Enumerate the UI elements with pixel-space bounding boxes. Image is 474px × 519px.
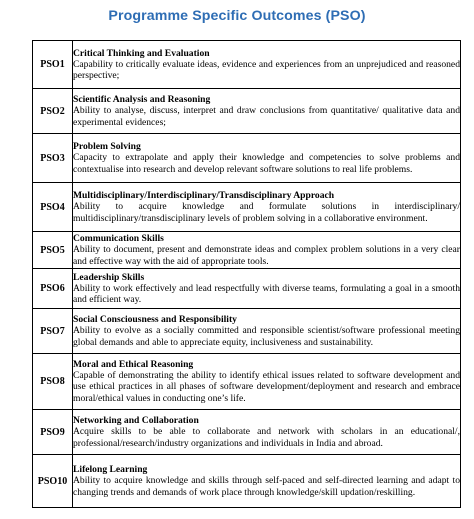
pso-text: Ability to acquire knowledge and formulate solutions in interdisciplinary/ multidisciplinary/transdisciplinary levels of problem solving in a collaborative environment. (73, 201, 460, 224)
pso-text: Capability to critically evaluate ideas, evidence and experiences from an unprejudiced and reasoned perspective; (73, 58, 460, 81)
pso-description (73, 455, 461, 508)
pso-description (73, 41, 461, 89)
table-row (33, 134, 461, 183)
pso-heading: Moral and Ethical Reasoning (73, 359, 194, 371)
pso-text: Acquire skills to be able to collaborate and network with scholars in an educational/, professional/research/industry organizations and individuals in India and abroad. (73, 426, 460, 449)
table-row (33, 41, 461, 89)
pso-code: PSO9 (33, 410, 73, 455)
pso-code: PSO1 (33, 41, 73, 89)
pso-code: PSO6 (33, 269, 73, 309)
pso-description (73, 410, 461, 455)
pso-heading: Lifelong Learning (73, 464, 148, 476)
table-row (33, 232, 461, 269)
pso-heading: Leadership Skills (73, 271, 145, 283)
pso-text: Ability to work effectively and lead respectfully with diverse teams, formulating a goal in a smooth and efficient way. (73, 282, 460, 305)
pso-heading: Communication Skills (73, 233, 164, 245)
pso-code: PSO3 (33, 134, 73, 183)
table-row (33, 183, 461, 232)
table-row (33, 309, 461, 354)
page-title: Programme Specific Outcomes (PSO) (108, 8, 366, 24)
pso-text: Capable of demonstrating the ability to identify ethical issues related to software development and use ethical practices in all phases of software development/deployment and research and embrace moral/ethical values in conducting one’s life. (73, 370, 460, 404)
pso-heading: Problem Solving (73, 141, 141, 153)
pso-heading: Scientific Analysis and Reasoning (73, 94, 211, 106)
pso-code: PSO4 (33, 183, 73, 232)
table-row (33, 410, 461, 455)
pso-heading: Networking and Collaboration (73, 415, 199, 427)
pso-code: PSO10 (33, 455, 73, 508)
table-row (33, 455, 461, 508)
pso-heading: Critical Thinking and Evaluation (73, 47, 210, 59)
pso-table (32, 40, 461, 508)
pso-text: Capacity to extrapolate and apply their knowledge and competencies to solve problems and contextualise into research and develop relevant software solutions to real life problems. (73, 152, 460, 175)
pso-description (73, 354, 461, 410)
pso-heading: Social Consciousness and Responsibility (73, 314, 237, 326)
pso-description (73, 269, 461, 309)
pso-code: PSO7 (33, 309, 73, 354)
pso-code: PSO2 (33, 89, 73, 134)
table-row (33, 269, 461, 309)
table-row (33, 89, 461, 134)
pso-code: PSO5 (33, 232, 73, 269)
pso-description (73, 309, 461, 354)
pso-description (73, 89, 461, 134)
pso-description (73, 183, 461, 232)
pso-description (73, 134, 461, 183)
pso-description (73, 232, 461, 269)
pso-text: Ability to document, present and demonstrate ideas and complex problem solutions in a very clear and effective way with the aid of appropriate tools. (73, 244, 460, 267)
pso-text: Ability to acquire knowledge and skills through self-paced and self-directed learning and adapt to changing trends and demands of work place through knowledge/skill updation/reskilling. (73, 475, 460, 498)
pso-heading: Multidisciplinary/Interdisciplinary/Transdisciplinary Approach (73, 190, 335, 202)
pso-text: Ability to evolve as a socially committed and responsible scientist/software professional meeting global demands and able to appreciate equity, inclusiveness and sustainability. (73, 325, 460, 348)
table-row (33, 354, 461, 410)
pso-code: PSO8 (33, 354, 73, 410)
pso-text: Ability to analyse, discuss, interpret and draw conclusions from quantitative/ qualitative data and experimental evidences; (73, 105, 460, 128)
